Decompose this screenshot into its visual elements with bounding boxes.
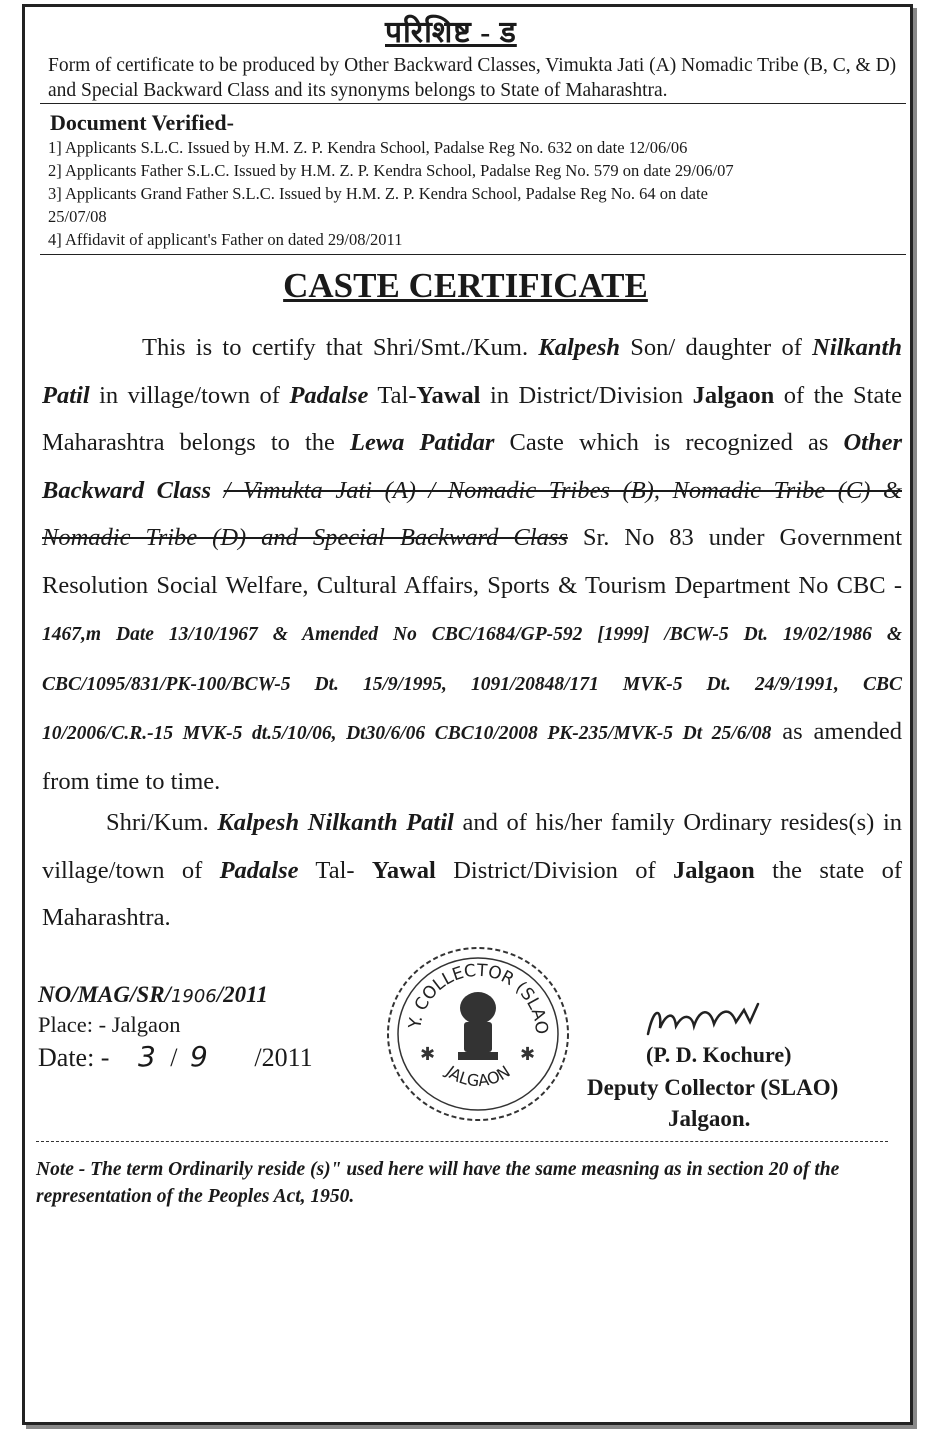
star-icon: ✱ xyxy=(420,1044,436,1065)
documents-verified-title: Document Verified- xyxy=(50,110,234,135)
certificate-paragraph-1: This is to certify that Shri/Smt./Kum. Kalpesh Son/ daughter of Nilkanth Patil in village/town of Padalse Tal-Yawal in District/Division Jalgaon of the State Maharashtra belongs to the Lewa Patidar Caste which is recognized as Other Backward Class / Vimukta Jati (A) / Nomadic Tribes (B), Nomadic Tribe (C) & Nomadic Tribe (D) and Special Backward Class Sr. No 83 under Government Resolution Social Welfare, Cultural Affairs, Sports & Tourism Department No CBC - 1467,m Date 13/10/1967 & Amended No CBC/1684/GP-592 [1999] /BCW-5 Dt. 19/02/1986 & CBC/1095/831/PK-100/BCW-5 Dt. 15/9/1995, 1091/20848/171 MVK-5 Dt. 24/9/1991, CBC 10/2006/C.R.-15 MVK-5 dt.5/10/06, Dt30/6/06 CBC10/2008 PK-235/MVK-5 Dt 25/6/08 as amended from time to time. xyxy=(42,334,903,795)
seal-text-bottom: JALGAON xyxy=(442,1061,514,1091)
appendix-title: परिशिष्ट - ड xyxy=(385,16,517,49)
struck-categories: / Vimukta Jati (A) / Nomadic Tribes (B), Nomadic Tribe (C) & Nomadic Tribe (D) and Special Backward Class xyxy=(42,476,902,551)
district-name: Jalgaon xyxy=(673,856,755,884)
svg-text:JALGAON xyxy=(442,1061,514,1090)
star-icon: ✱ xyxy=(520,1044,536,1065)
date-month: 9 xyxy=(190,1040,208,1073)
signatory-name: (P. D. Kochure) xyxy=(646,1042,792,1067)
emblem-icon xyxy=(458,992,498,1060)
taluka-name: Yawal xyxy=(416,381,481,409)
caste-name: Lewa Patidar xyxy=(350,429,495,456)
reference-number: NO/MAG/SR/1906/2011 xyxy=(38,982,268,1007)
header-rule xyxy=(40,103,906,104)
village-name: Padalse xyxy=(219,856,299,884)
certificate-title: CASTE CERTIFICATE xyxy=(283,266,648,305)
svg-text:DY. COLLECTOR (SLAO) xyxy=(378,936,551,1035)
document-item: 1] Applicants S.L.C. Issued by H.M. Z. P. Kendra School, Padalse Reg No. 632 on date 12/06/06 xyxy=(48,138,688,157)
district-name: Jalgaon xyxy=(692,381,775,409)
official-seal xyxy=(378,936,578,1131)
father-name: Nilkanth Patil xyxy=(42,334,902,409)
signatory-designation: Deputy Collector (SLAO) xyxy=(587,1075,839,1100)
footer-note: Note - The term Ordinarily reside (s)" used here will have the same measning as in section 20 of the representation of the Peoples Act, 1950. xyxy=(36,1159,840,1207)
handwritten-ref: 1906 xyxy=(170,986,217,1007)
date-line: Date: - 3 / 9 /2011 xyxy=(38,1040,313,1073)
category-name: Other Backward Class xyxy=(42,429,902,504)
signatory-place: Jalgaon. xyxy=(668,1106,751,1131)
taluka-name: Yawal xyxy=(371,856,436,884)
form-description: Form of certificate to be produced by Other Backward Classes, Vimukta Jati (A) Nomadic Tribe (B, C, & D) and Special Backward Class and its synonyms belongs to State of Maharashtra. xyxy=(48,55,897,101)
certificate-paragraph-2: Shri/Kum. Kalpesh Nilkanth Patil and of his/her family Ordinary resides(s) in village/town of Padalse Tal- Yawal District/Division of Jalgaon the state of Maharashtra. xyxy=(42,809,903,931)
document-item: 2] Applicants Father S.L.C. Issued by H.M. Z. P. Kendra School, Padalse Reg No. 579 on date 29/06/07 xyxy=(48,161,734,180)
applicant-name: Kalpesh xyxy=(538,334,621,361)
document-item: 3] Applicants Grand Father S.L.C. Issued by H.M. Z. P. Kendra School, Padalse Reg No. 64 on date xyxy=(48,184,708,203)
date-year: /2011 xyxy=(254,1043,313,1072)
applicant-full-name: Kalpesh Nilkanth Patil xyxy=(217,809,454,836)
documents-list xyxy=(48,136,908,251)
village-name: Padalse xyxy=(289,381,369,409)
documents-rule xyxy=(40,254,906,255)
seal-text-top: Y. COLLECTOR (SLAO xyxy=(405,960,552,1036)
date-day: 3 xyxy=(137,1040,156,1073)
place-line: Place: - Jalgaon xyxy=(38,1012,181,1037)
document-item: 4] Affidavit of applicant's Father on dated 29/08/2011 xyxy=(48,230,403,249)
footer-divider xyxy=(36,1141,888,1142)
document-item: 25/07/08 xyxy=(48,207,107,226)
government-resolution-refs: 1467,m Date 13/10/1967 & Amended No CBC/1684/GP-592 [1999] /BCW-5 Dt. 19/02/1986 & CBC/1095/831/PK-100/BCW-5 Dt. 15/9/1995, 1091/20848/171 MVK-5 Dt. 24/9/1991, CBC 10/2006/C.R.-15 MVK-5 dt.5/10/06, Dt30/6/06 CBC10/2008 PK-235/MVK-5 Dt 25/6/08 xyxy=(42,624,902,744)
